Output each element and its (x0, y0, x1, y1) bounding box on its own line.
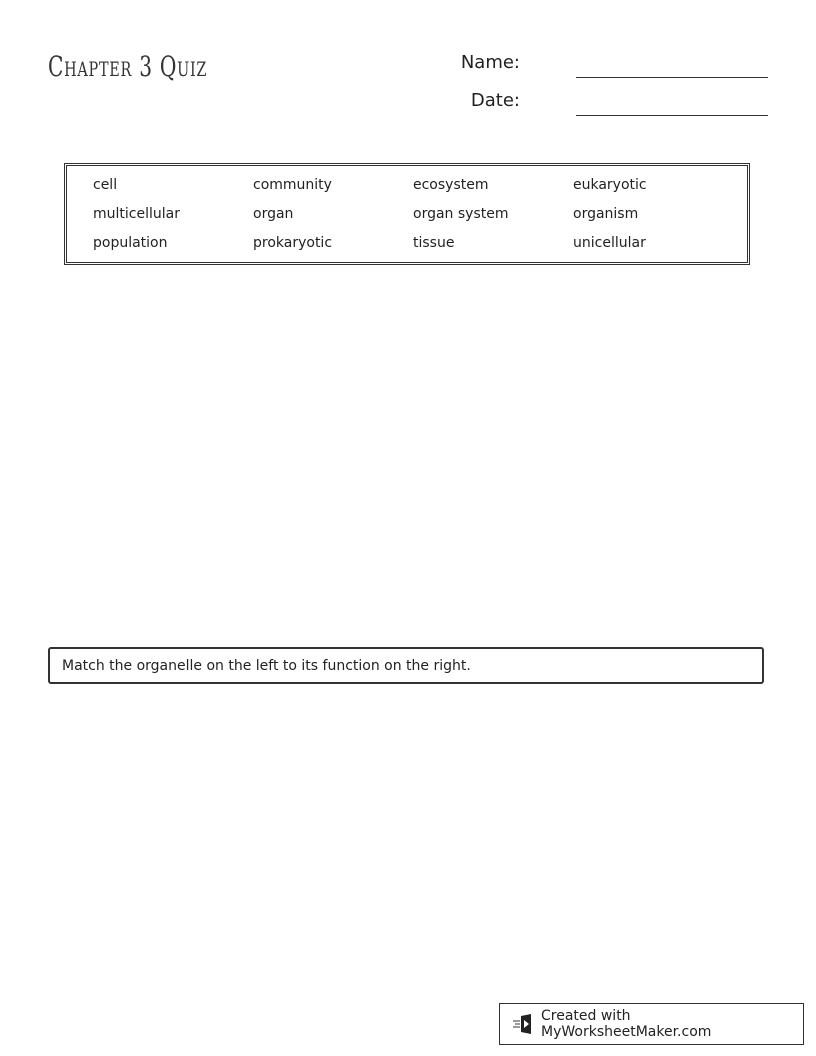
matching-instructions: Match the organelle on the left to its function on the right. (48, 647, 764, 684)
word-bank-item: population (93, 235, 168, 251)
word-bank-item: cell (93, 177, 118, 193)
word-bank-item: unicellular (573, 235, 646, 251)
name-blank-line (576, 77, 768, 78)
word-bank-item: community (253, 177, 332, 193)
word-bank-item: prokaryotic (253, 235, 333, 251)
footer-text: Created with MyWorksheetMaker.com (541, 1008, 712, 1040)
word-bank-item: organ system (413, 206, 509, 222)
name-field (0, 52, 768, 80)
word-bank (64, 163, 750, 265)
name-label: Name: (460, 52, 520, 73)
word-bank-item: organism (573, 206, 639, 222)
word-bank-item: organ (253, 206, 294, 222)
date-label: Date: (470, 90, 520, 111)
footer-credit[interactable] (499, 1003, 804, 1045)
date-blank-line (576, 115, 768, 116)
worksheet-maker-logo-icon (512, 1013, 536, 1035)
word-bank-item: tissue (413, 235, 455, 251)
word-bank-item: ecosystem (413, 177, 489, 193)
date-field (0, 90, 768, 118)
page-title: Chapter 3 Quiz (48, 50, 208, 83)
word-bank-item: multicellular (93, 206, 180, 222)
word-bank-item: eukaryotic (573, 177, 647, 193)
